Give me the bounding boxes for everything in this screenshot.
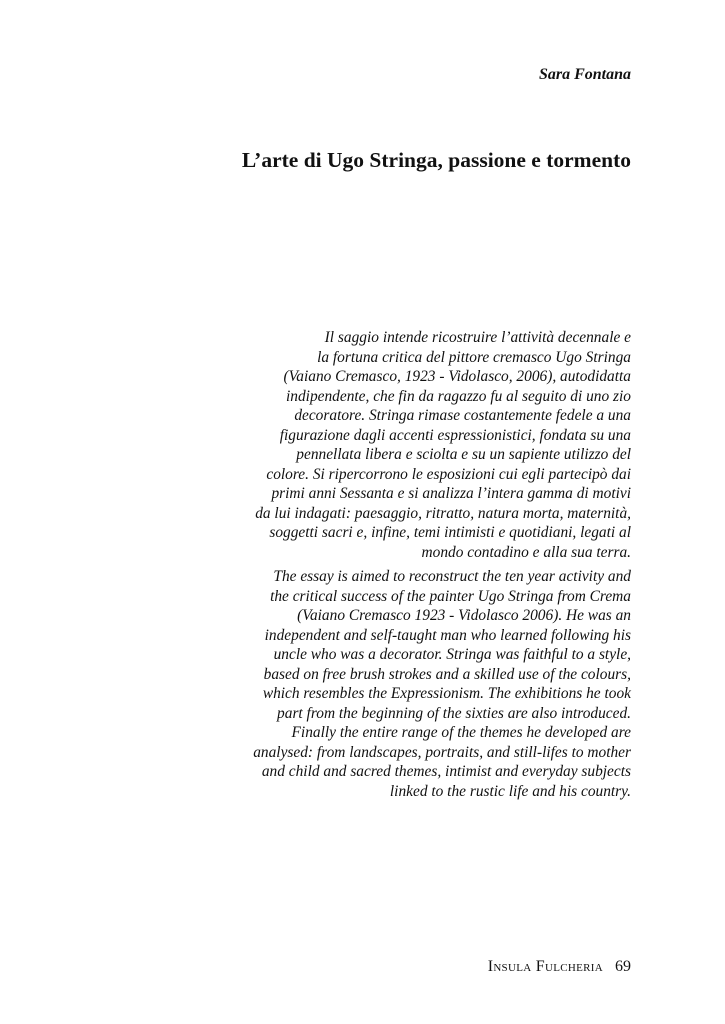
abstract-english (211, 567, 631, 801)
abstract-italian (211, 328, 631, 562)
abstract-line: indipendente, che fin da ragazzo fu al seguito di uno zio (286, 387, 631, 405)
abstract-line: independent and self-taught man who learned following his (264, 626, 631, 644)
abstract-line: decoratore. Stringa rimase costantemente fedele a una (294, 407, 631, 424)
abstract-line: uncle who was a decorator. Stringa was faithful to a style, (273, 646, 631, 663)
abstract-line: based on free brush strokes and a skilled use of the colours, (263, 665, 631, 683)
abstract-line: and child and sacred themes, intimist and everyday subjects (261, 763, 631, 780)
abstract-line: analysed: from landscapes, portraits, and still-lifes to mother (253, 743, 631, 761)
abstract-line: pennellata libera e sciolta e su un sapiente utilizzo del (296, 446, 631, 463)
abstract-line: which resembles the Expressionism. The exhibitions he took (262, 685, 631, 702)
abstract-line: Il saggio intende ricostruire l’attività decennale e (324, 329, 631, 346)
abstract-line: soggetti sacri e, infine, temi intimisti e quotidiani, legati al (269, 524, 631, 541)
abstract-line: da lui indagati: paesaggio, ritratto, natura morta, maternità, (255, 504, 631, 522)
abstract-line: the critical success of the painter Ugo Stringa from Crema (270, 587, 631, 605)
abstract-line: Finally the entire range of the themes he developed are (291, 724, 631, 741)
author-name: Sara Fontana (538, 66, 631, 83)
abstract-line: (Vaiano Cremasco 1923 - Vidolasco 2006). He was an (297, 607, 631, 624)
page-number: 69 (615, 958, 631, 975)
abstract-line: colore. Si ripercorrono le esposizioni cui egli partecipò dai (266, 465, 631, 483)
abstract-line: linked to the rustic life and his country. (389, 782, 631, 800)
journal-name: Insula Fulcheria (487, 958, 603, 975)
page-footer (488, 958, 631, 976)
abstract-line: (Vaiano Cremasco, 1923 - Vidolasco, 2006), autodidatta (283, 368, 631, 385)
abstract-line: mondo contadino e alla sua terra. (421, 543, 631, 561)
abstract-line: figurazione dagli accenti espressionistici, fondata su una (279, 426, 631, 444)
article-title: L’arte di Ugo Stringa, passione e tormento (241, 148, 631, 172)
abstract-line: la fortuna critica del pittore cremasco Ugo Stringa (317, 348, 631, 366)
abstract-line: primi anni Sessanta e si analizza l’intera gamma di motivi (271, 485, 631, 502)
abstract-line: The essay is aimed to reconstruct the ten year activity and (273, 568, 631, 585)
abstract-line: part from the beginning of the sixties are also introduced. (277, 704, 631, 722)
